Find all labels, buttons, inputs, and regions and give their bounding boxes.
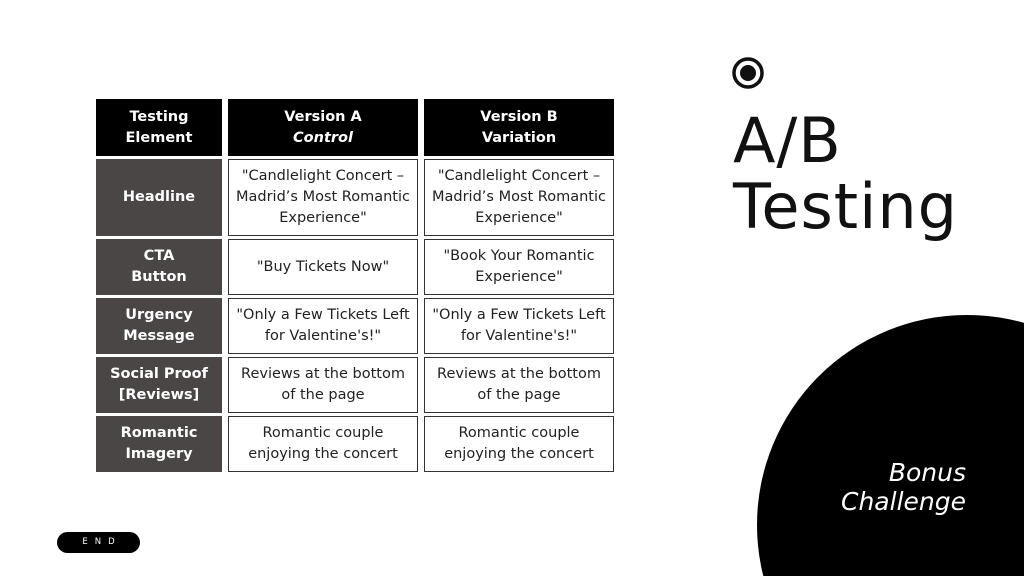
decorative-circle: [757, 315, 1024, 576]
header-version-b: [424, 99, 614, 156]
version-b-cell: "Book Your Romantic Experience": [424, 239, 614, 295]
table-row: [96, 239, 614, 295]
table-header-row: [96, 99, 614, 156]
header-version-a: [228, 99, 418, 156]
row-label-line: Message: [123, 328, 195, 344]
page-title: [733, 104, 958, 243]
header-line: Variation: [481, 129, 557, 146]
table-row: [96, 416, 614, 472]
row-label-line: Headline: [122, 189, 196, 205]
row-label-line: [Reviews]: [118, 387, 200, 403]
version-a-cell: "Buy Tickets Now": [228, 239, 418, 295]
bonus-line: Challenge: [841, 487, 966, 516]
header-line: Version A: [284, 108, 362, 125]
row-label-line: Imagery: [125, 446, 193, 462]
title-line: A/B: [733, 104, 842, 177]
header-line: Version B: [480, 108, 558, 125]
version-a-cell: Reviews at the bottom of the page: [228, 357, 418, 413]
bonus-challenge-label: [841, 458, 966, 516]
row-label: [96, 298, 222, 354]
version-b-cell: Reviews at the bottom of the page: [424, 357, 614, 413]
row-label-line: Button: [131, 269, 187, 285]
ab-testing-table: [90, 96, 620, 475]
header-line: Control: [293, 129, 353, 146]
version-b-cell: "Only a Few Tickets Left for Valentine's!": [424, 298, 614, 354]
table-row: [96, 357, 614, 413]
header-testing-element: [96, 99, 222, 156]
row-label: [96, 416, 222, 472]
row-label-line: Social Proof: [110, 366, 208, 382]
bonus-line: Bonus: [888, 458, 966, 487]
row-label: [96, 357, 222, 413]
table-row: [96, 159, 614, 236]
row-label-line: CTA: [143, 248, 175, 264]
table-row: [96, 298, 614, 354]
end-button[interactable]: END: [57, 532, 140, 553]
header-line: Testing: [129, 108, 189, 125]
row-label: [96, 239, 222, 295]
version-a-cell: "Candlelight Concert – Madrid’s Most Romantic Experience": [228, 159, 418, 236]
target-icon: [731, 56, 765, 90]
title-line: Testing: [733, 170, 958, 243]
version-a-cell: "Only a Few Tickets Left for Valentine's!": [228, 298, 418, 354]
version-a-cell: Romantic couple enjoying the concert: [228, 416, 418, 472]
header-line: Element: [125, 129, 193, 146]
row-label: [96, 159, 222, 236]
row-label-line: Romantic: [120, 425, 198, 441]
row-label-line: Urgency: [125, 307, 193, 323]
version-b-cell: "Candlelight Concert – Madrid’s Most Romantic Experience": [424, 159, 614, 236]
version-b-cell: Romantic couple enjoying the concert: [424, 416, 614, 472]
